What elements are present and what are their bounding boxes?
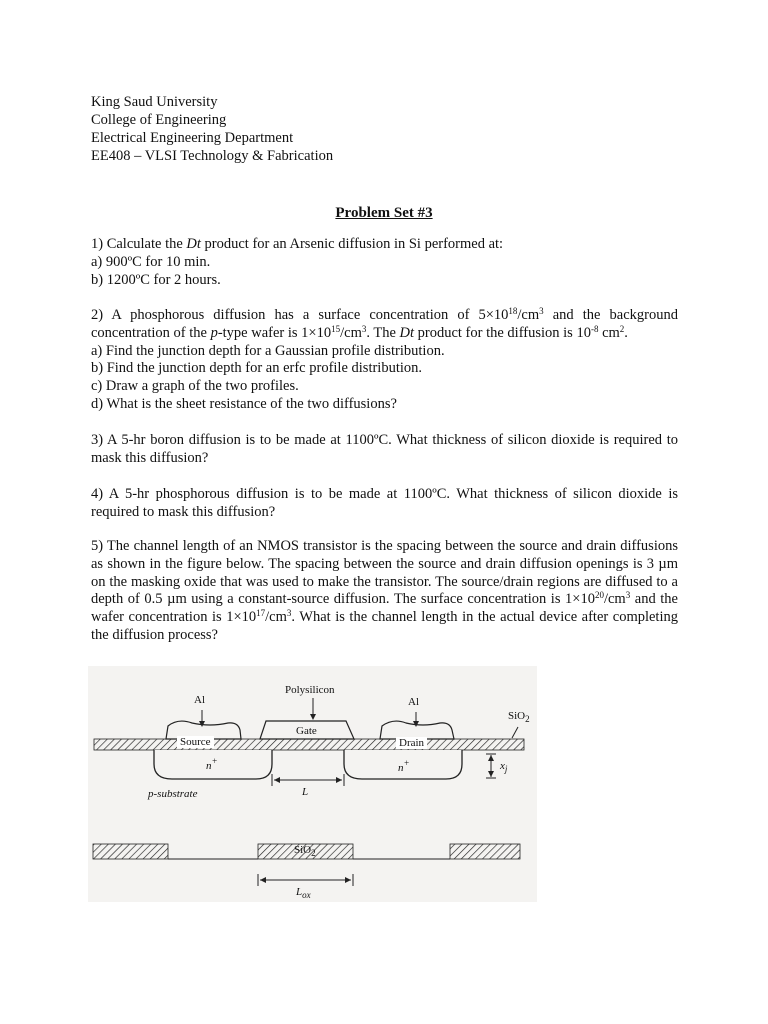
- question-1: [91, 236, 678, 289]
- question-2: [91, 307, 678, 414]
- xj-label: $x_j$: [500, 760, 508, 774]
- polysilicon-label: Polysilicon: [285, 684, 335, 696]
- page-title: Problem Set #3: [335, 205, 433, 221]
- question-1-part-b: b) 1200ºC for 2 hours.: [91, 271, 221, 288]
- n-plus-right-label: n+: [398, 758, 410, 774]
- question-2-part-a: a) Find the junction depth for a Gaussian profile distribution.: [91, 342, 445, 359]
- sio2-top-label: SiO$_2$: [508, 710, 530, 724]
- question-1-text: 1) Calculate the Dt product for an Arsenic diffusion in Si performed at:: [91, 236, 504, 252]
- course-name: EE408 – VLSI Technology & Fabrication: [91, 148, 334, 164]
- al-right-label: Al: [408, 696, 419, 708]
- university-name: King Saud University: [91, 94, 218, 110]
- drain-label: Drain: [396, 737, 427, 749]
- oxide-layer: [94, 739, 524, 750]
- source-label: Source: [177, 736, 214, 748]
- sio2-bottom-label: SiO$_2$: [294, 844, 316, 858]
- question-3: [91, 432, 678, 468]
- substrate-label: p-substrate: [148, 788, 198, 800]
- gate-label: Gate: [296, 725, 317, 737]
- question-2-part-d: d) What is the sheet resistance of the two diffusions?: [91, 395, 397, 412]
- college-name: College of Engineering: [91, 112, 227, 128]
- channel-length-label: L: [302, 786, 309, 798]
- question-1-part-a: a) 900ºC for 10 min.: [91, 253, 211, 270]
- al-left-label: Al: [194, 694, 205, 706]
- question-3-text: 3) A 5-hr boron diffusion is to be made at 1100ºC. What thickness of silicon dioxide is required to mask this diffusion?: [91, 432, 678, 466]
- question-2-part-b: b) Find the junction depth for an erfc profile distribution.: [91, 360, 423, 377]
- question-4: [91, 486, 678, 522]
- mask-oxide-right: [450, 844, 520, 859]
- figure-drawing: [88, 666, 537, 902]
- n-plus-left-label: n+: [206, 756, 218, 772]
- question-5-text: 5) The channel length of an NMOS transistor is the spacing between the source and drain diffusions as shown in the figure below. The spacing between the source and drain diffusion openings is 3 µm on the masking oxide that was used to make the transistor. The source/drain regions are diffused to a depth of 0.5 µm using a constant-source diffusion. The surface concentration is $1\times 10^{20}/cm^3$ and the wafer concentration is $1\times 10^{17}/cm^3$. What is the channel length in the actual device after completing the diffusion process?: [91, 538, 678, 643]
- question-5: [91, 538, 678, 645]
- mask-oxide-left: [93, 844, 168, 859]
- nmos-cross-section-figure: [88, 666, 537, 902]
- department-name: Electrical Engineering Department: [91, 130, 294, 146]
- question-4-text: 4) A 5-hr phosphorous diffusion is to be made at 1100ºC. What thickness of silicon dioxide is required to mask this diffusion?: [91, 486, 678, 520]
- question-2-text: 2) A phosphorous diffusion has a surface concentration of $5\times 10^{18}/cm^3$ and the background concentration of the p-type wafer is $1\times 10^{15}/cm^3$. The Dt product for the diffusion is $10^{-8}$ $cm^2$.: [91, 306, 678, 341]
- document-header: [91, 93, 333, 165]
- question-2-part-c: c) Draw a graph of the two profiles.: [91, 378, 299, 395]
- lox-label: $L_{ox}$: [296, 886, 311, 900]
